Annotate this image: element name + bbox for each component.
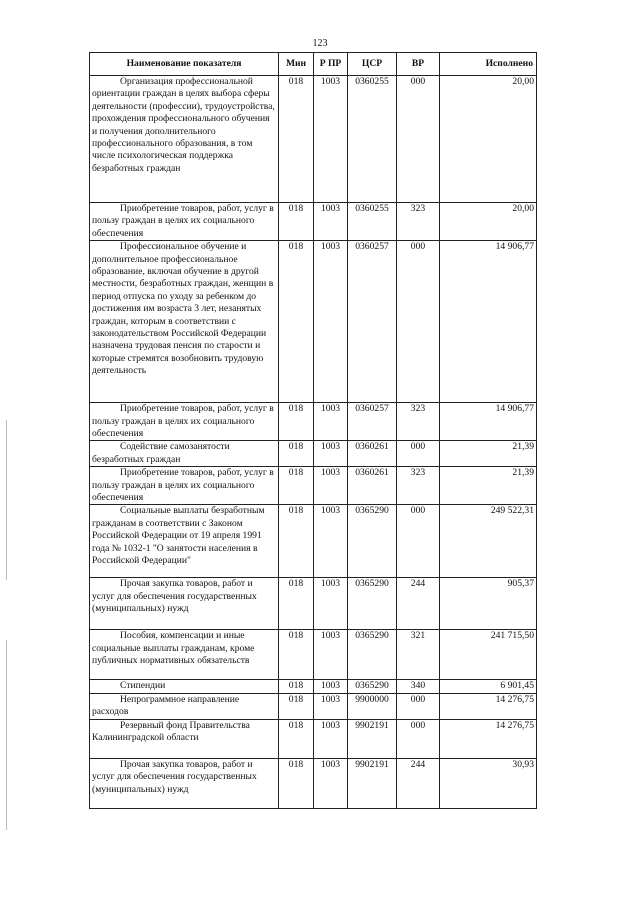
row-vr: 000 bbox=[397, 441, 440, 467]
row-csr: 0365290 bbox=[348, 505, 397, 578]
row-vr: 340 bbox=[397, 680, 440, 693]
row-executed: 14 906,77 bbox=[440, 403, 537, 441]
row-executed: 905,37 bbox=[440, 578, 537, 630]
row-csr: 9902191 bbox=[348, 719, 397, 758]
row-executed: 20,00 bbox=[440, 76, 537, 203]
row-name: Пособия, компенсации и иные социальные выплаты гражданам, кроме публичных нормативных обязательств bbox=[90, 630, 279, 680]
row-name: Резервный фонд Правительства Калининградской области bbox=[90, 719, 279, 758]
row-executed: 14 276,75 bbox=[440, 719, 537, 758]
row-min: 018 bbox=[279, 203, 314, 241]
row-rpr: 1003 bbox=[314, 76, 348, 203]
row-rpr: 1003 bbox=[314, 693, 348, 719]
row-vr: 244 bbox=[397, 758, 440, 808]
row-name: Социальные выплаты безработным гражданам в соответствии с Законом Российской Федерации от 19 апреля 1991 года № 1032-1 "О занятости населения в Российской Федерации" bbox=[90, 505, 279, 578]
header-executed: Исполнено bbox=[440, 53, 537, 76]
row-executed: 14 276,75 bbox=[440, 693, 537, 719]
row-executed: 20,00 bbox=[440, 203, 537, 241]
row-min: 018 bbox=[279, 467, 314, 505]
row-executed: 6 901,45 bbox=[440, 680, 537, 693]
row-csr: 0360261 bbox=[348, 441, 397, 467]
table-row bbox=[90, 719, 537, 758]
table-row bbox=[90, 441, 537, 467]
row-name: Прочая закупка товаров, работ и услуг для обеспечения государственных (муниципальных) нужд bbox=[90, 758, 279, 808]
table-row bbox=[90, 630, 537, 680]
row-min: 018 bbox=[279, 441, 314, 467]
row-min: 018 bbox=[279, 505, 314, 578]
row-min: 018 bbox=[279, 758, 314, 808]
table-row bbox=[90, 467, 537, 505]
row-rpr: 1003 bbox=[314, 719, 348, 758]
row-rpr: 1003 bbox=[314, 467, 348, 505]
row-executed: 241 715,50 bbox=[440, 630, 537, 680]
row-executed: 21,39 bbox=[440, 441, 537, 467]
row-executed: 14 906,77 bbox=[440, 241, 537, 403]
table-row bbox=[90, 578, 537, 630]
row-min: 018 bbox=[279, 578, 314, 630]
table-row bbox=[90, 203, 537, 241]
row-min: 018 bbox=[279, 403, 314, 441]
row-csr: 0360257 bbox=[348, 403, 397, 441]
table-row bbox=[90, 505, 537, 578]
row-name: Непрограммное направление расходов bbox=[90, 693, 279, 719]
scan-margin-mark bbox=[6, 420, 7, 580]
row-executed: 249 522,31 bbox=[440, 505, 537, 578]
table-row bbox=[90, 403, 537, 441]
header-min: Мин bbox=[279, 53, 314, 76]
row-name: Профессиональное обучение и дополнительное профессиональное образование, включая обучение в другой местности, безработных граждан, женщин в период отпуска по уходу за ребенком до достижения им возраста 3 лет, незанятых граждан, которым в соответствии с законодательством Российской Федерации назначена трудовая пенсия по старости и которые стремятся возобновить трудовую деятельность bbox=[90, 241, 279, 403]
row-min: 018 bbox=[279, 630, 314, 680]
row-rpr: 1003 bbox=[314, 505, 348, 578]
header-rpr: Р ПР bbox=[314, 53, 348, 76]
row-rpr: 1003 bbox=[314, 203, 348, 241]
header-csr: ЦСР bbox=[348, 53, 397, 76]
row-csr: 0365290 bbox=[348, 630, 397, 680]
row-name: Приобретение товаров, работ, услуг в пользу граждан в целях их социального обеспечения bbox=[90, 203, 279, 241]
row-csr: 0365290 bbox=[348, 680, 397, 693]
row-rpr: 1003 bbox=[314, 441, 348, 467]
page-number: 123 bbox=[312, 38, 328, 49]
row-vr: 000 bbox=[397, 505, 440, 578]
row-vr: 244 bbox=[397, 578, 440, 630]
table-row bbox=[90, 241, 537, 403]
row-csr: 0360255 bbox=[348, 203, 397, 241]
row-vr: 323 bbox=[397, 203, 440, 241]
row-rpr: 1003 bbox=[314, 758, 348, 808]
header-name: Наименование показателя bbox=[90, 53, 279, 76]
table-row bbox=[90, 680, 537, 693]
row-name: Содействие самозанятости безработных граждан bbox=[90, 441, 279, 467]
row-vr: 000 bbox=[397, 241, 440, 403]
row-rpr: 1003 bbox=[314, 241, 348, 403]
row-name: Приобретение товаров, работ, услуг в пользу граждан в целях их социального обеспечения bbox=[90, 467, 279, 505]
header-vr: ВР bbox=[397, 53, 440, 76]
row-vr: 323 bbox=[397, 467, 440, 505]
row-name: Организация профессиональной ориентации граждан в целях выбора сферы деятельности (профессии), трудоустройства, прохождения профессионального обучения и получения дополнительного профессионального образования, в том числе психологическая поддержка безработных граждан bbox=[90, 76, 279, 203]
row-min: 018 bbox=[279, 693, 314, 719]
row-csr: 0360255 bbox=[348, 76, 397, 203]
row-vr: 000 bbox=[397, 719, 440, 758]
row-rpr: 1003 bbox=[314, 578, 348, 630]
row-executed: 21,39 bbox=[440, 467, 537, 505]
row-min: 018 bbox=[279, 76, 314, 203]
table-row bbox=[90, 76, 537, 203]
row-csr: 0360257 bbox=[348, 241, 397, 403]
row-name: Прочая закупка товаров, работ и услуг для обеспечения государственных (муниципальных) нужд bbox=[90, 578, 279, 630]
row-csr: 0365290 bbox=[348, 578, 397, 630]
scan-margin-mark bbox=[6, 640, 7, 830]
row-rpr: 1003 bbox=[314, 403, 348, 441]
budget-table bbox=[89, 52, 537, 809]
row-vr: 323 bbox=[397, 403, 440, 441]
row-csr: 9900000 bbox=[348, 693, 397, 719]
row-min: 018 bbox=[279, 241, 314, 403]
row-rpr: 1003 bbox=[314, 630, 348, 680]
row-executed: 30,93 bbox=[440, 758, 537, 808]
table-header-row bbox=[90, 53, 537, 76]
row-min: 018 bbox=[279, 680, 314, 693]
row-name: Приобретение товаров, работ, услуг в пользу граждан в целях их социального обеспечения bbox=[90, 403, 279, 441]
table-row bbox=[90, 693, 537, 719]
row-rpr: 1003 bbox=[314, 680, 348, 693]
row-name: Стипендии bbox=[90, 680, 279, 693]
table-row bbox=[90, 758, 537, 808]
row-vr: 321 bbox=[397, 630, 440, 680]
row-min: 018 bbox=[279, 719, 314, 758]
row-vr: 000 bbox=[397, 693, 440, 719]
row-csr: 9902191 bbox=[348, 758, 397, 808]
row-csr: 0360261 bbox=[348, 467, 397, 505]
row-vr: 000 bbox=[397, 76, 440, 203]
